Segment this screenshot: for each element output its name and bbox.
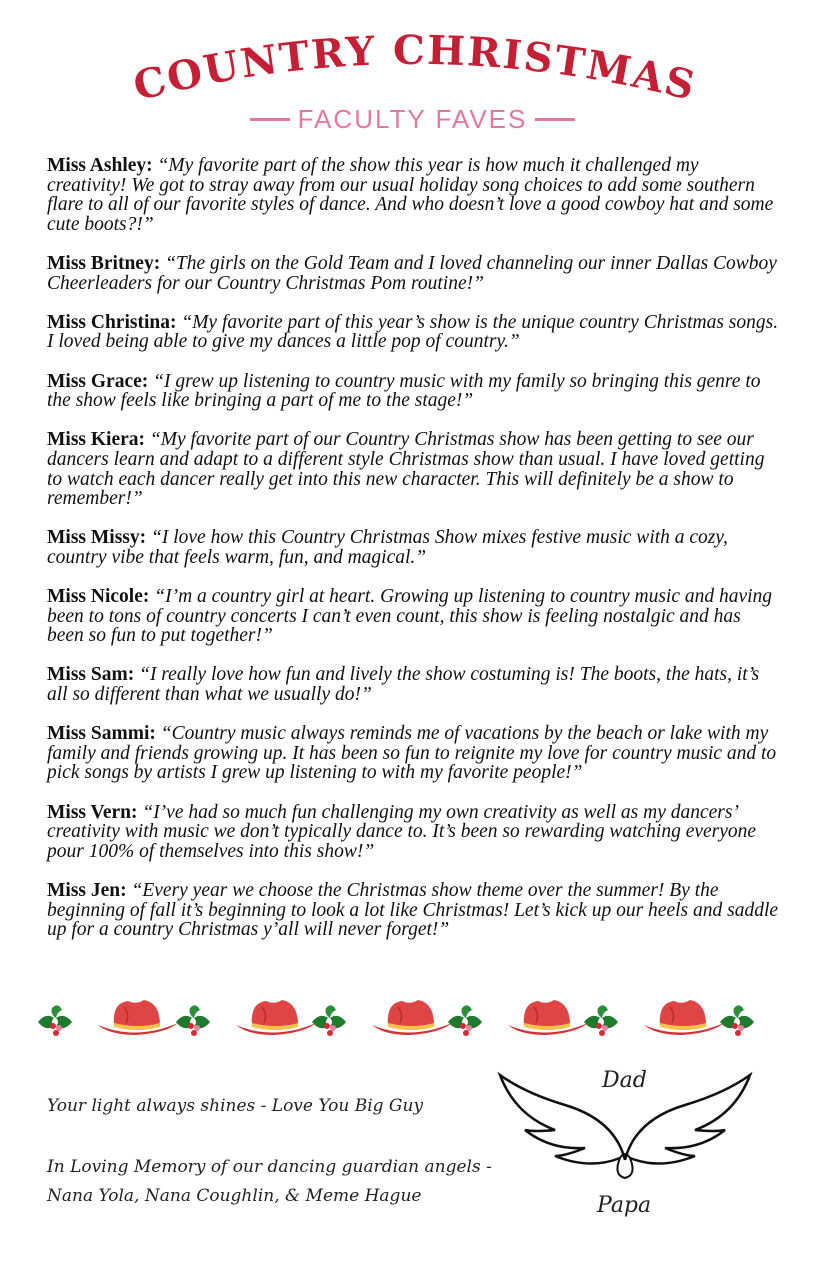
holly-icon — [312, 1005, 346, 1036]
faculty-quotes — [47, 156, 782, 959]
quote-jen: Miss Jen: “Every year we choose the Christmas show theme over the summer! By the beginning of fall it’s beginning to look a lot like Christmas! Let’s kick up our heels and saddle up for a country Christmas y’all will never forget!” — [47, 879, 779, 941]
quote-nicole: Miss Nicole: “I’m a country girl at heart. Growing up listening to country music and having been to tons of country concerts I can’t even count, this show is feeling nostalgic and has been so fun to put together!” — [47, 586, 773, 647]
holly-icon — [584, 1005, 618, 1036]
quote-ashley: Miss Ashley: “My favorite part of the show this year is how much it challenged my creativity! We got to stray away from our usual holiday song choices to add some southern flare to all of our favorite styles of dance. And who doesn’t love a good cowboy hat and some cute boots?!” — [47, 155, 774, 235]
dedication-line-3: Nana Yola, Nana Coughlin, & Meme Hague — [47, 1186, 422, 1206]
dedication-line-2: In Loving Memory of our dancing guardian angels - — [47, 1157, 492, 1177]
quote-missy: Miss Missy: “I love how this Country Christmas Show mixes festive music with a cozy, country vibe that feels warm, fun, and magical.” — [47, 527, 728, 568]
page-title — [100, 18, 725, 108]
cowboy-hat-icon — [236, 1000, 316, 1035]
subtitle-left-rule — [250, 118, 290, 121]
quote-vern: Miss Vern: “I’ve had so much fun challenging my own creativity as well as my dancers’ creativity with music we don’t typically dance to. It’s been so rewarding watching everyone pour 100% of themselves into this show!” — [47, 801, 757, 862]
holly-icon — [448, 1005, 482, 1036]
quote-britney: Miss Britney: “The girls on the Gold Team and I loved channeling our inner Dallas Cowboy Cheerleaders for our Country Christmas Pom routine!” — [47, 252, 777, 294]
signature-papa: Papa — [597, 1193, 652, 1218]
holly-icon — [176, 1005, 210, 1036]
holly-hat-garland — [38, 995, 788, 1045]
signature-dad: Dad — [602, 1068, 647, 1093]
quote-kiera: Miss Kiera: “My favorite part of our Country Christmas show has been getting to see our dancers learn and adapt to a different style Christmas show than usual. I have loved getting to watch each dancer really get into this new character. This will definitely be a show to remember!” — [47, 429, 765, 510]
holly-icon — [38, 1005, 72, 1036]
quote-sam: Miss Sam: “I really love how fun and lively the show costuming is! The boots, the hats, it’s all so different than what we usually do!” — [47, 664, 760, 706]
cowboy-hat-icon — [644, 1000, 724, 1035]
subtitle-text: FACULTY FAVES — [297, 104, 528, 134]
dedication-line-1: Your light always shines - Love You Big Guy — [47, 1096, 424, 1116]
quote-sammi: Miss Sammi: “Country music always reminds me of vacations by the beach or lake with my family and friends growing up. It has been so fun to reignite my love for country music and to pick songs by artists I grew up listening to with my favorite people!” — [47, 723, 777, 784]
quote-grace: Miss Grace: “I grew up listening to country music with my family so bringing this genre to the show feels like bringing a part of me to the stage!” — [47, 370, 761, 412]
subtitle-right-rule — [535, 118, 575, 121]
subtitle — [0, 104, 825, 135]
cowboy-hat-icon — [372, 1000, 452, 1035]
cowboy-hat-icon — [508, 1000, 588, 1035]
cowboy-hat-icon — [98, 1000, 178, 1035]
quote-christina: Miss Christina: “My favorite part of this year’s show is the unique country Christmas songs. I loved being able to give my dances a little pop of country.” — [47, 311, 779, 353]
holly-icon — [720, 1005, 754, 1036]
svg-text:COUNTRY CHRISTMAS — [129, 27, 701, 108]
title-text: COUNTRY CHRISTMAS — [128, 26, 702, 108]
